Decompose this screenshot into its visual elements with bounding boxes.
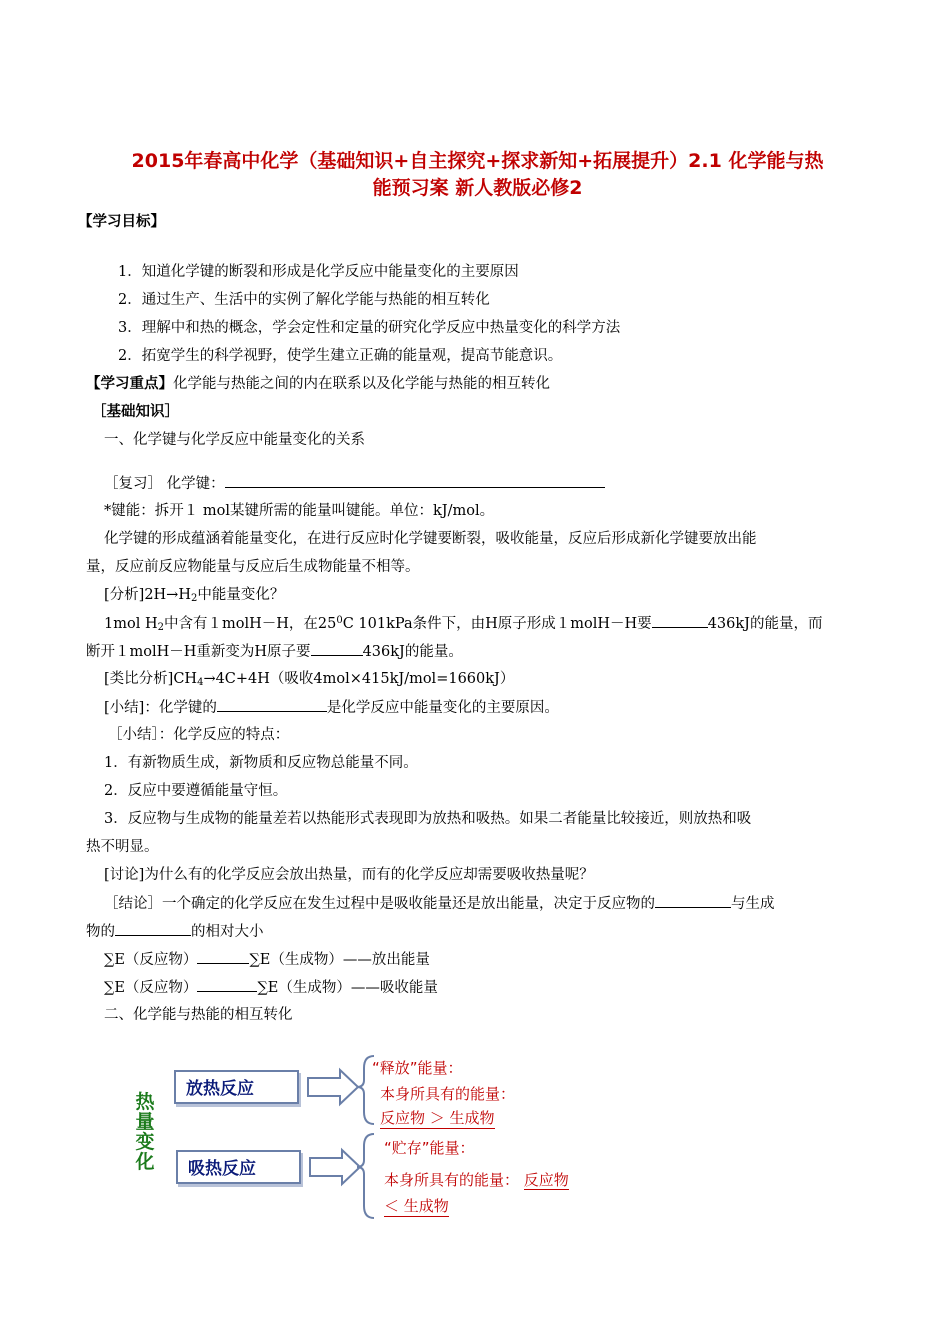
conclusion-line-2 (86, 921, 264, 942)
sum-row (104, 977, 438, 998)
diagram-graphics (0, 1050, 950, 1230)
fill-blank (655, 893, 731, 908)
text: ∑E（反应物） (104, 952, 198, 968)
summary-2: ［小结］：化学反应的特点： (108, 727, 290, 743)
title-line-1: 2015年春高中化学（基础知识+自主探究+探求新知+拓展提升）2.1 化学能与热 (131, 150, 824, 172)
text: 中含有１molH－H，在25 (163, 616, 337, 632)
discussion: [讨论]为什么有的化学反应会放出热量，而有的化学反应却需要吸收热量呢？ (104, 867, 594, 883)
label-char: 量 (135, 1111, 155, 1133)
subscript: 4 (197, 677, 204, 688)
analysis-line (104, 585, 284, 605)
exothermic-box: 放热反应 (174, 1070, 299, 1104)
fill-blank (652, 613, 708, 628)
text: ∑E（反应物） (104, 980, 198, 996)
fill-blank (197, 977, 257, 992)
feature-item: 2．反应中要遵循能量守恒。 (104, 783, 288, 799)
text: 物的 (86, 924, 115, 940)
text: 是化学反应中能量变化的主要原因。 (326, 700, 559, 716)
text: 断开１molH－H重新变为H原子要 (86, 644, 311, 660)
fill-blank (217, 697, 327, 712)
objective-item: 3．理解中和热的概念，学会定性和定量的研究化学反应中热量变化的科学方法 (118, 320, 621, 336)
feature-item: 3．反应物与生成物的能量差若以热能形式表现即为放热和吸热。如果二者能量比较接近，则放热和吸 (104, 811, 752, 827)
text: 与生成 (731, 896, 775, 912)
text: 反应物 (523, 1171, 569, 1189)
feature-item: 1．有新物质生成，新物质和反应物总能量不同。 (104, 755, 418, 771)
review-line (104, 473, 605, 494)
basics-heading: ［基础知识］ (92, 403, 179, 420)
review-blank (225, 473, 605, 488)
endo-line-2 (384, 1170, 569, 1190)
section-1-heading: 一、化学键与化学反应中能量变化的关系 (104, 432, 365, 448)
text: 的相对大小 (191, 924, 264, 940)
label-char: 热 (135, 1091, 155, 1113)
subscript: 2 (157, 622, 164, 633)
endo-line-3: ＜ 生成物 (384, 1197, 449, 1215)
exo-line-3: 反应物 ＞ 生成物 (380, 1109, 495, 1127)
paragraph-line: 量，反应前反应物能量与反应后生成物能量不相等。 (86, 559, 420, 575)
h2-paragraph-line-2 (86, 641, 463, 662)
exo-line-2: 本身所具有的能量： (380, 1085, 516, 1103)
fill-blank (311, 641, 363, 656)
label-char: 变 (135, 1131, 155, 1153)
sum-row (104, 949, 430, 970)
subscript: 2 (190, 593, 198, 604)
endothermic-box: 吸热反应 (176, 1150, 301, 1184)
arrow-exo (308, 1070, 358, 1104)
section-2-heading: 二、化学能与热能的相互转化 (104, 1007, 293, 1023)
focus-line (86, 374, 550, 394)
text: ∑E（生成物）——吸收能量 (257, 980, 438, 996)
objectives-heading: 【学习目标】 (78, 213, 165, 230)
text: ∑E（生成物）——放出能量 (249, 952, 430, 968)
exo-line-1: “释放”能量： (372, 1059, 463, 1077)
h2-paragraph-line-1 (104, 613, 822, 634)
text: [类比分析]CH (104, 671, 198, 687)
objective-item: 2．拓宽学生的科学视野，使学生建立正确的能量观，提高节能意识。 (118, 348, 563, 364)
analysis-text: 中能量变化？ (197, 587, 285, 603)
objective-item: 1．知道化学键的断裂和形成是化学反应中能量变化的主要原因 (118, 264, 519, 280)
text: 本身所具有的能量： (384, 1171, 520, 1189)
conclusion-line-1 (104, 893, 775, 914)
analysis-text: [分析]2H→H (104, 587, 191, 603)
summary-1 (104, 697, 559, 718)
text: C 101kPa条件下，由H原子形成１molH－H要 (342, 616, 652, 632)
focus-heading: 【学习重点】 (86, 375, 173, 392)
focus-text: 化学能与热能之间的内在联系以及化学能与热能的相互转化 (173, 376, 550, 392)
text: ［结论］一个确定的化学反应在发生过程中是吸收能量还是放出能量，决定于反应物的 (104, 896, 655, 912)
endo-line-1: “贮存”能量： (384, 1139, 475, 1157)
document-title (70, 148, 885, 202)
fill-blank (115, 921, 191, 936)
review-label: ［复习］ 化学键： (104, 476, 225, 492)
title-line-2: 能预习案 新人教版必修2 (372, 177, 583, 199)
arrow-endo (310, 1150, 360, 1184)
text: [小结]：化学键的 (104, 700, 217, 716)
text: →4C+4H（吸收4mol×415kJ/mol=1660kJ） (203, 671, 515, 687)
objective-item: 2．通过生产、生活中的实例了解化学能与热能的相互转化 (118, 292, 490, 308)
heat-change-diagram (0, 1050, 950, 1230)
superscript: 0 (336, 615, 343, 626)
text: 436kJ的能量。 (362, 644, 463, 660)
text: 436kJ的能量，而 (707, 616, 823, 632)
fill-blank (197, 949, 249, 964)
text: 1mol H (104, 616, 158, 632)
bond-energy: *键能：拆开１ mol某键所需的能量叫键能。单位：kJ/mol。 (104, 503, 495, 519)
label-char: 化 (135, 1151, 155, 1173)
feature-item: 热不明显。 (86, 839, 159, 855)
brace-endo (357, 1134, 374, 1218)
paragraph-line: 化学键的形成蕴涵着能量变化，在进行反应时化学键要断裂，吸收能量，反应后形成新化学键要放出能 (104, 531, 757, 547)
analogy-line (104, 669, 514, 689)
